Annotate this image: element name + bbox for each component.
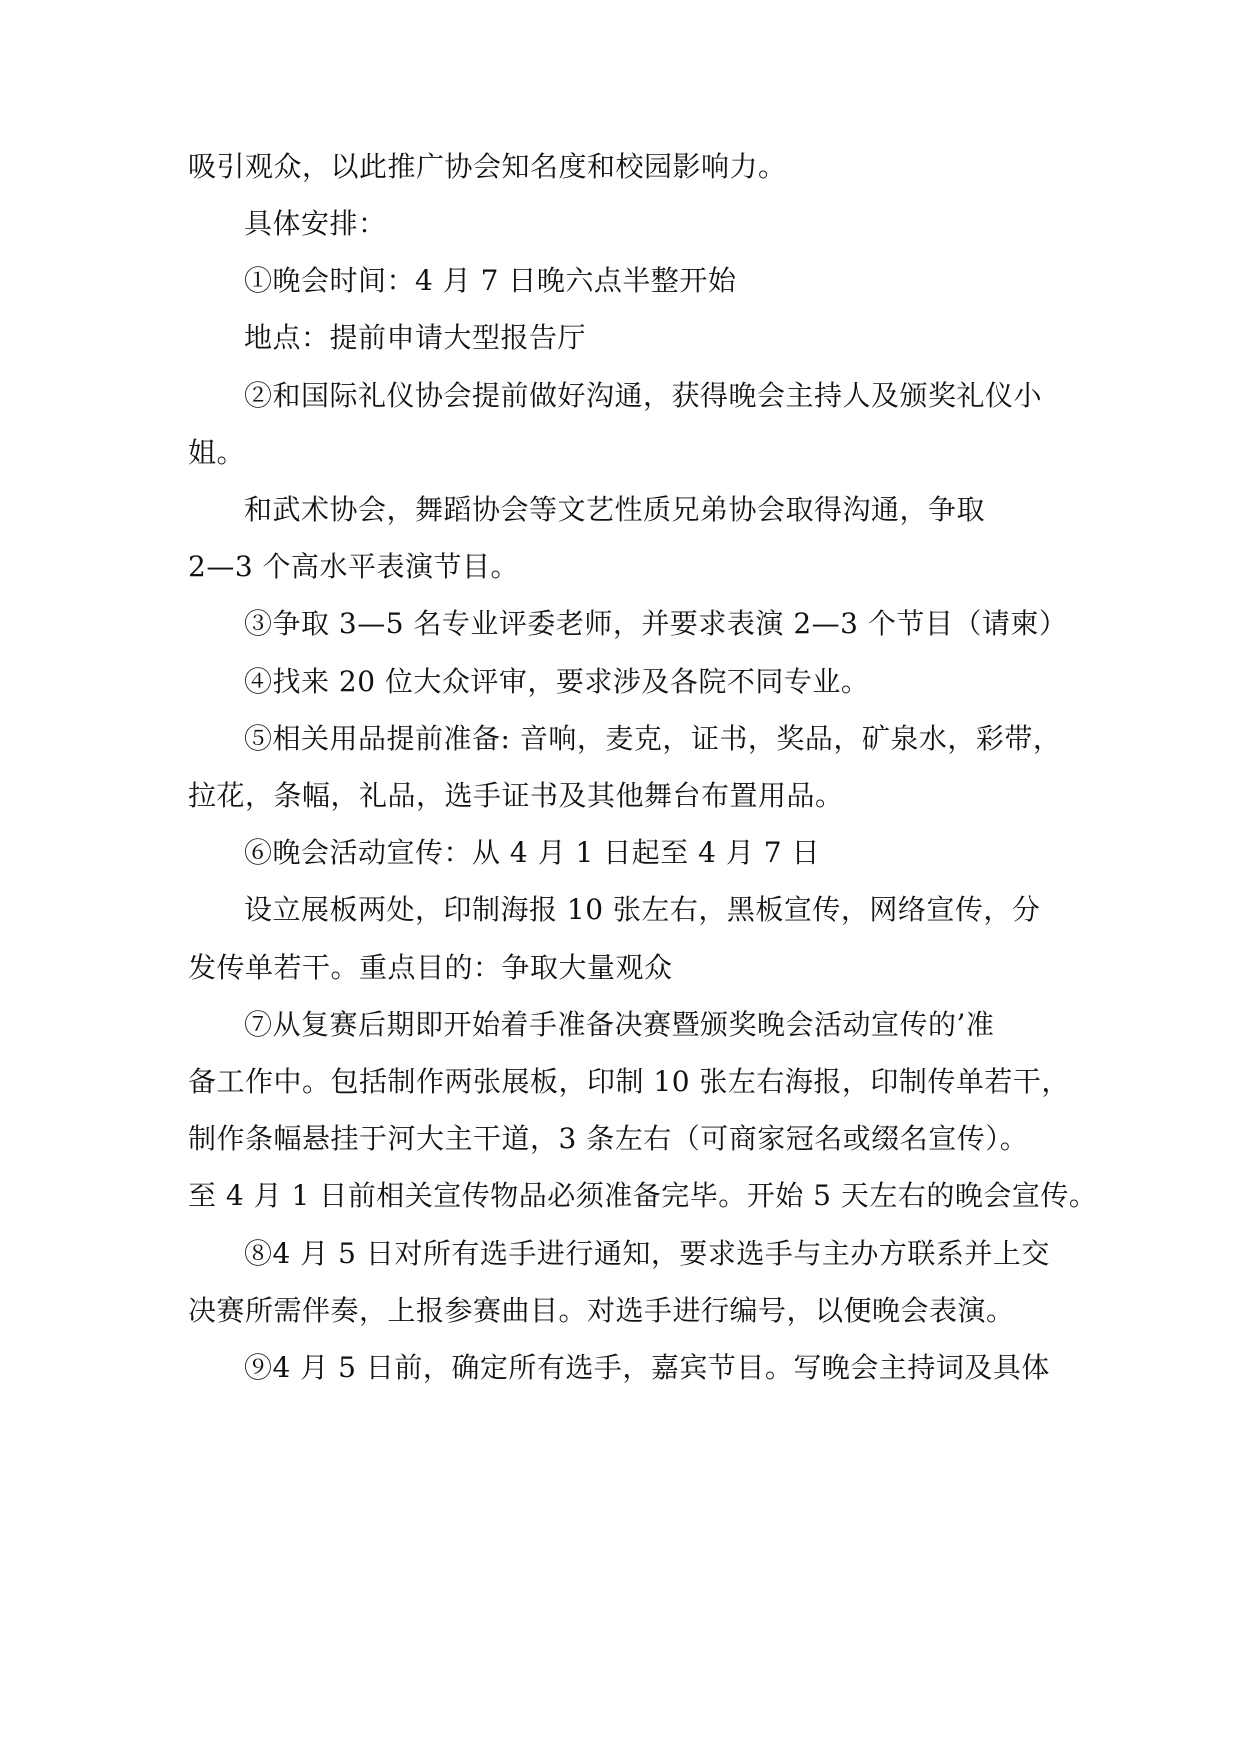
item-6-details-line-2: 发传单若干。重点目的：争取大量观众 <box>188 951 673 984</box>
item-2-performance-line-1: 和武术协会，舞蹈协会等文艺性质兄弟协会取得沟通，争取 <box>244 493 986 526</box>
item-4-public-reviewers: ④找来 20 位大众评审，要求涉及各院不同专业。 <box>244 665 870 698</box>
item-3-judges: ③争取 3—5 名专业评委老师，并要求表演 2—3 个节目（请柬） <box>244 607 1068 640</box>
item-9-line-1: ⑨4 月 5 日前，确定所有选手，嘉宾节目。写晚会主持词及具体 <box>244 1351 1050 1384</box>
item-5-supplies-line-2: 拉花，条幅，礼品，选手证书及其他舞台布置用品。 <box>188 779 844 812</box>
item-7-line-2: 备工作中。包括制作两张展板，印制 10 张左右海报，印制传单若干， <box>188 1065 1070 1098</box>
paragraph-line-intro-end: 吸引观众，以此推广协会知名度和校园影响力。 <box>188 150 787 183</box>
item-2-line-2: 姐。 <box>188 436 246 469</box>
item-7-line-1: ⑦从复赛后期即开始着手准备决赛暨颁奖晚会活动宣传的’准 <box>244 1008 995 1041</box>
item-7-line-3: 制作条幅悬挂于河大主干道，3 条左右（可商家冠名或缀名宣传）。 <box>188 1122 1029 1155</box>
item-1-location: 地点：提前申请大型报告厅 <box>244 321 587 354</box>
item-1-time: ①晚会时间：4 月 7 日晚六点半整开始 <box>244 264 737 297</box>
item-5-supplies-line-1: ⑤相关用品提前准备: 音响，麦克，证书，奖品，矿泉水，彩带， <box>244 722 1062 755</box>
item-6-details-line-1: 设立展板两处，印制海报 10 张左右，黑板宣传，网络宣传，分 <box>244 893 1041 926</box>
section-heading-arrangements: 具体安排： <box>244 207 387 240</box>
item-8-line-1: ⑧4 月 5 日对所有选手进行通知，要求选手与主办方联系并上交 <box>244 1237 1050 1270</box>
item-2-performance-line-2: 2—3 个高水平表演节目。 <box>188 550 520 583</box>
item-7-line-4: 至 4 月 1 日前相关宣传物品必须准备完毕。开始 5 天左右的晚会宣传。 <box>188 1179 1098 1212</box>
item-6-publicity: ⑥晚会活动宣传：从 4 月 1 日起至 4 月 7 日 <box>244 836 820 869</box>
item-2-line-1: ②和国际礼仪协会提前做好沟通，获得晚会主持人及颁奖礼仪小 <box>244 379 1043 412</box>
item-8-line-2: 决赛所需伴奏，上报参赛曲目。对选手进行编号，以便晚会表演。 <box>188 1294 1015 1327</box>
